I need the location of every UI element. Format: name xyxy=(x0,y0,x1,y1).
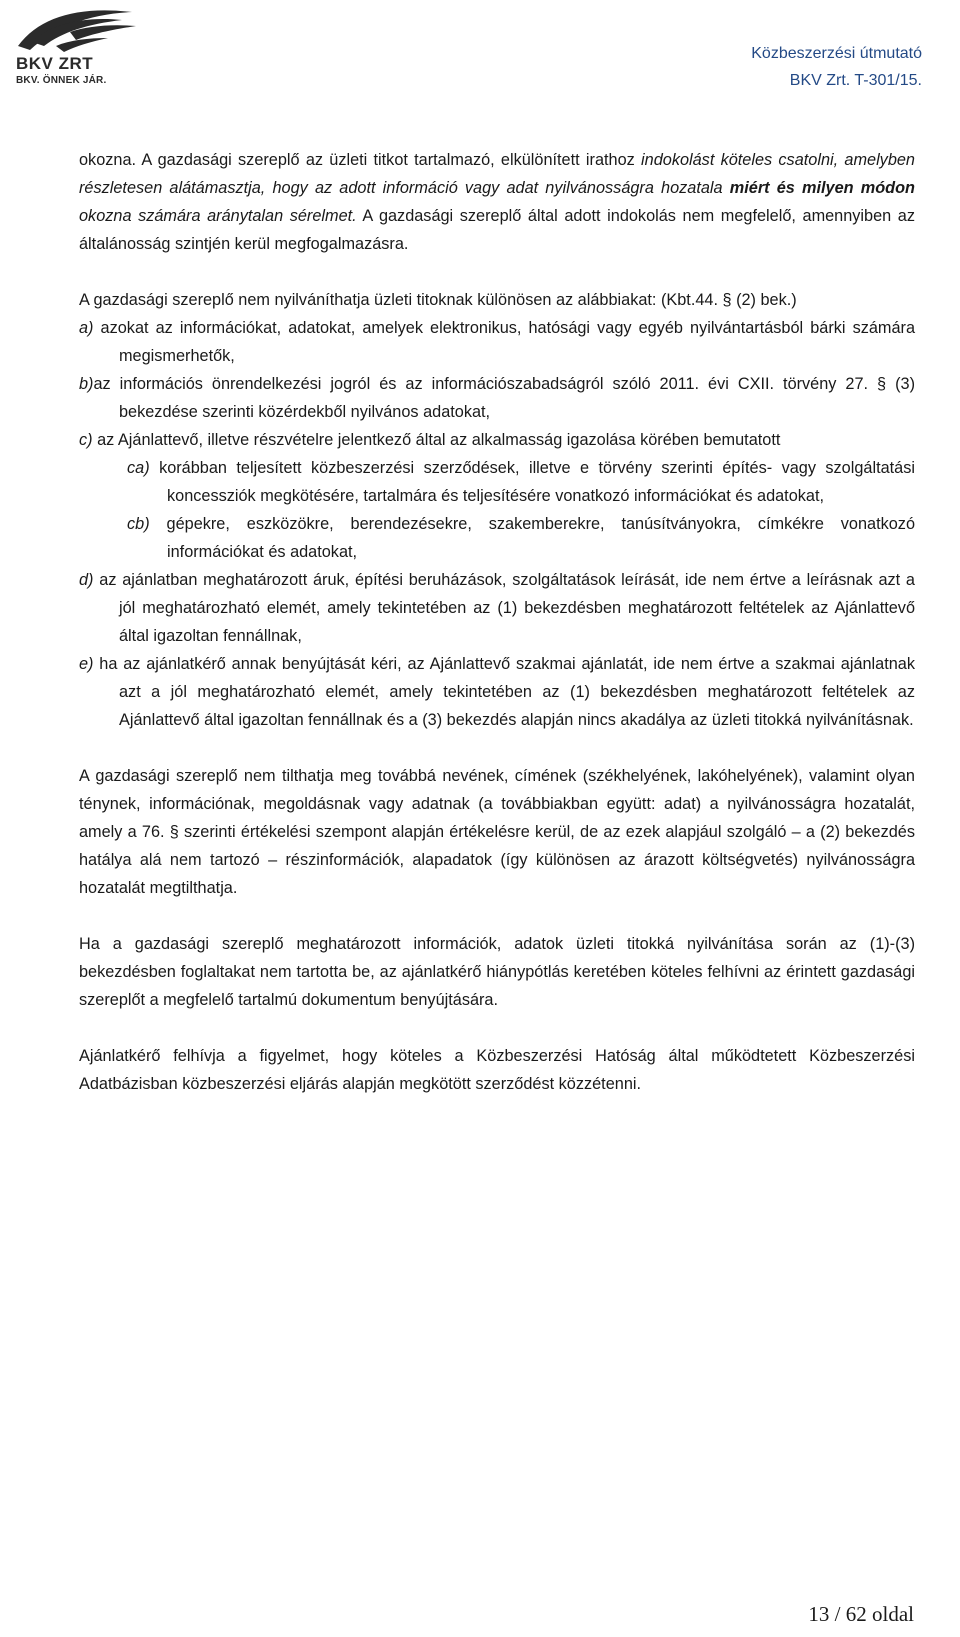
list-item-text: az információs önrendelkezési jogról és az információszabadságról szóló 2011. évi CXII. törvény 27. § (3) bekezdése szerinti közérdekből nyilvános adatokat, xyxy=(93,375,915,421)
paragraph-3: A gazdasági szereplő nem tilthatja meg továbbá nevének, címének (székhelyének, lakóhelyének), valamint olyan ténynek, információnak, megoldásnak vagy adatnak (a továbbiakban együtt: adat) a nyilvánosságra hozatalát, amely a 76. § szerinti értékelési szempont alapján értékelésre kerül, de az ezek alapjául szolgáló – a (2) bekezdés hatálya alá nem tartozó – részinformációk, alapadatok (így különösen az árazott költségvetés) nyilvánosságra hozatalát megtilthatja. xyxy=(79,767,915,897)
logo-slogan: BKV. ÖNNEK JÁR. xyxy=(16,75,107,86)
list-marker: ca) xyxy=(127,459,150,477)
list-marker: a) xyxy=(79,319,94,337)
list-item-text: korábban teljesített közbeszerzési szerződések, illetve e törvény szerinti építés- vagy szolgáltatási koncessziók megkötésére, tartalmára és teljesítésére vonatkozó információkat és adatokat, xyxy=(149,459,915,505)
p1-italic-3: adott információ vagy adat nyilvánosságra hozatala xyxy=(339,179,730,197)
list-item-ca xyxy=(79,454,915,510)
list-item-d xyxy=(79,566,915,650)
list-item-text: azokat az információkat, adatokat, amelyek elektronikus, hatósági vagy egyéb nyilvántartásból bárki számára megismerhetők, xyxy=(93,319,915,365)
doc-reference: BKV Zrt. T-301/15. xyxy=(789,72,922,89)
list-item-a xyxy=(79,314,915,370)
paragraph-4: Ha a gazdasági szereplő meghatározott információk, adatok üzleti titokká nyilvánítása során az (1)-(3) bekezdésben foglaltakat nem tartotta be, az ajánlatkérő hiánypótlás keretében köteles felhívni az érintett gazdasági szereplőt a megfelelő tartalmú dokumentum benyújtására. xyxy=(79,935,915,1009)
paragraph-1 xyxy=(79,146,915,258)
list-marker: e) xyxy=(79,655,94,673)
logo-wordmark: BKV ZRT xyxy=(16,54,94,73)
p1-italic-4: okozna számára aránytalan sérelmet. xyxy=(79,207,357,225)
list-item-cb xyxy=(79,510,915,566)
paragraph-2: A gazdasági szereplő nem nyilváníthatja üzleti titoknak különösen az alábbiakat: (Kbt.44. § (2) bek.) xyxy=(79,291,797,309)
list-item-text: az ajánlatban meghatározott áruk, építési beruházások, szolgáltatások leírását, ide nem értve a leírásnak azt a jól meghatározható elemét, amely tekintetében az (1) bekezdésben meghatározott feltételek az Ajánlattevő által igazoltan fennállnak, xyxy=(93,571,915,645)
list-item-text: ha az ajánlatkérő annak benyújtását kéri, az Ajánlattevő szakmai ajánlatát, ide nem értve a szakmai ajánlatnak azt a jól meghatározható elemét, amely tekintetében az (1) bekezdésben meghatározott feltételek az Ajánlattevő által igazoltan fennállnak és a (3) bekezdés alapján nincs akadálya az üzleti titokká nyilvánításnak. xyxy=(93,655,915,729)
list-item-text: gépekre, eszközökre, berendezésekre, szakemberekre, tanúsítványokra, címkékre vonatkozó információkat és adatokat, xyxy=(149,515,915,561)
page-number: 13 / 62 oldal xyxy=(808,1602,914,1626)
list-marker: c) xyxy=(79,431,93,449)
document-body xyxy=(79,146,915,1098)
list-item-c xyxy=(79,426,915,454)
list-marker: d) xyxy=(79,571,94,589)
p1-italic-2: , amelyben részletesen alátámasztja, hogy az xyxy=(79,151,915,197)
list-item-text: az Ajánlattevő, illetve részvételre jelentkező által az alkalmasság igazolása körében bemutatott xyxy=(92,431,781,449)
list-marker: cb) xyxy=(127,515,150,533)
page-header xyxy=(0,0,960,110)
bkv-logo-swoosh-icon xyxy=(10,2,140,62)
doc-title: Közbeszerzési útmutató xyxy=(751,45,922,62)
paragraph-5: Ajánlatkérő felhívja a figyelmet, hogy köteles a Közbeszerzési Hatóság által működtetett Közbeszerzési Adatbázisban közbeszerzési eljárás alapján megkötött szerződést közzétenni. xyxy=(79,1047,915,1093)
list-item-b xyxy=(79,370,915,426)
list-marker: b) xyxy=(79,375,94,393)
bkv-logo xyxy=(10,2,140,92)
header-doc-info xyxy=(751,40,922,94)
p1-text-2: A gazdasági szereplő által adott indokolás nem megfelelő, amennyiben az általánosság szintjén kerül megfogalmazásra. xyxy=(79,207,915,253)
p1-bold-italic: miért és milyen módon xyxy=(729,179,915,197)
list-item-e xyxy=(79,650,915,734)
p1-italic-1: indokolást köteles csatolni xyxy=(641,151,834,169)
p1-text-1: okozna. A gazdasági szereplő az üzleti titkot tartalmazó, elkülönített irathoz xyxy=(79,151,642,169)
